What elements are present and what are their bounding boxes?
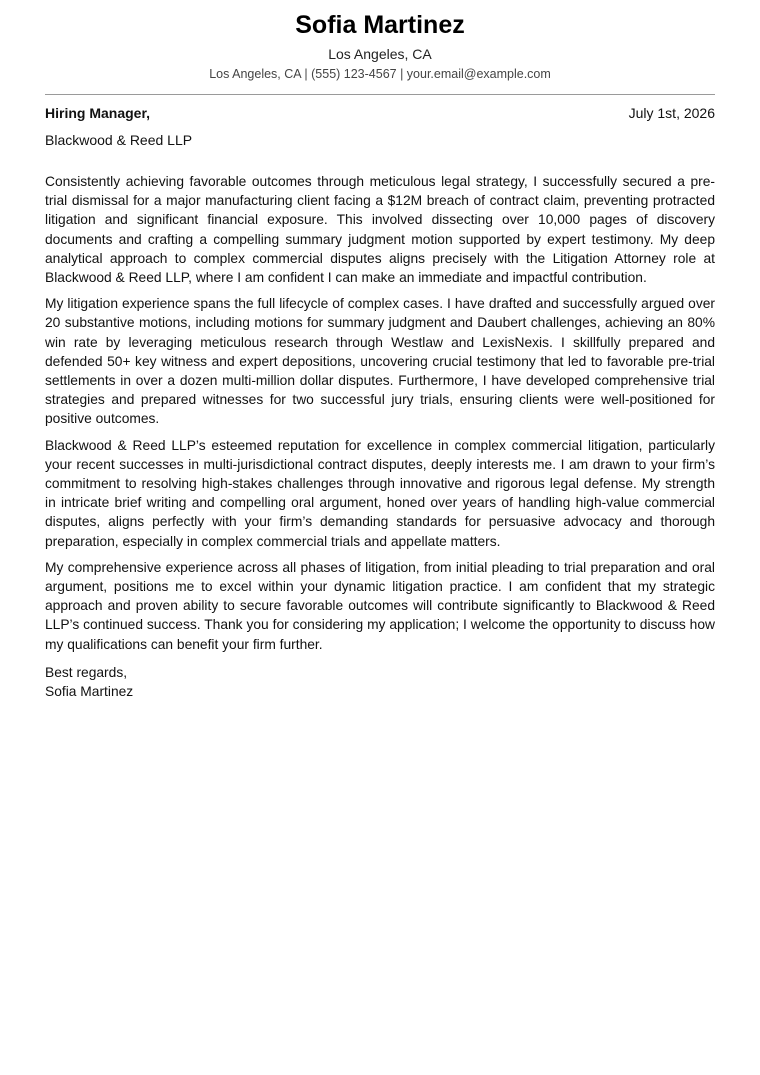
signoff-block (45, 663, 715, 701)
letter-body (45, 172, 715, 654)
body-paragraph-2: My litigation experience spans the full lifecycle of complex cases. I have drafted and successfully argued over 20 substantive motions, including motions for summary judgment and Daubert challenges, achieving an 80% win rate by leveraging meticulous research through Westlaw and LexisNexis. I skillfully prepared and defended 50+ key witness and expert depositions, uncovering crucial testimony that led to favorable pre-trial settlements in over a dozen multi-million dollar disputes. Furthermore, I have developed comprehensive trial strategies and prepared witnesses for two successful jury trials, ensuring clients were well-positioned for positive outcomes. (45, 296, 715, 427)
header-divider (45, 94, 715, 95)
letter-date: July 1st, 2026 (628, 105, 715, 121)
closing-phrase: Best regards, (45, 664, 128, 680)
applicant-location: Los Angeles, CA (328, 46, 432, 62)
applicant-name: Sofia Martinez (295, 11, 465, 39)
recipient-date-row (45, 104, 715, 123)
body-paragraph-3: Blackwood & Reed LLP’s esteemed reputation for excellence in complex commercial litigation, particularly your recent successes in multi-jurisdictional contract disputes, deeply interests me. I am drawn to your firm’s commitment to resolving high-stakes challenges through innovative and rigorous legal defense. My strength in intricate brief writing and compelling oral argument, honed over years of handling high-value commercial disputes, aligns perfectly with your firm’s demanding standards for persuasive advocacy and thorough preparation, especially in complex commercial trials and appellate matters. (45, 437, 715, 549)
contact-line: Los Angeles, CA | (555) 123-4567 | your.email@example.com (209, 67, 551, 81)
body-paragraph-4: My comprehensive experience across all phases of litigation, from initial pleading to trial preparation and oral argument, positions me to excel within your dynamic litigation practice. I am confident that my strategic approach and proven ability to secure favorable outcomes will contribute significantly to Blackwood & Reed LLP’s continued success. Thank you for considering my application; I welcome the opportunity to discuss how my qualifications can benefit your firm further. (45, 559, 715, 652)
signature-name: Sofia Martinez (45, 684, 134, 700)
recipient-company: Blackwood & Reed LLP (45, 132, 193, 148)
recipient-salutation: Hiring Manager, (45, 105, 151, 121)
letter-header (45, 0, 715, 83)
body-paragraph-1: Consistently achieving favorable outcomes through meticulous legal strategy, I successfully secured a pre-trial dismissal for a major manufacturing client facing a $12M breach of contract claim, preventing protracted litigation and significant financial exposure. This involved dissecting over 10,000 pages of discovery documents and crafting a compelling summary judgment motion supported by expert testimony. My deep analytical approach to complex commercial disputes aligns precisely with the Litigation Attorney role at Blackwood & Reed LLP, where I am confident I can make an immediate and impactful contribution. (45, 174, 715, 286)
